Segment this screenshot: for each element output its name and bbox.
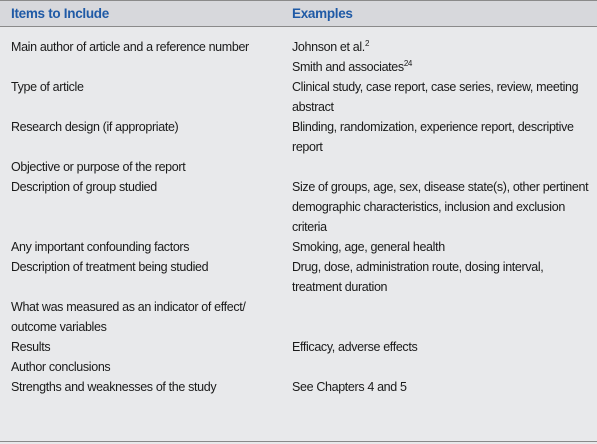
example-text: Efficacy, adverse effects [292,340,418,354]
example-text-main: Johnson et al. [292,40,365,54]
example-text: abstract [292,100,334,114]
header-items-to-include: Items to Include [11,6,109,21]
item-text [11,197,279,217]
example-text [292,317,589,337]
header-examples: Examples [292,6,353,21]
example-cell [279,377,597,397]
example-cell [279,37,597,77]
example-cell [279,337,597,357]
item-cell [0,77,279,117]
example-text: criteria [292,220,327,234]
item-text: Main author of article and a reference number [11,40,249,54]
item-cell [0,177,279,237]
example-text: Blinding, randomization, experience report, descriptive [292,120,574,134]
example-text [292,157,589,177]
example-text [292,357,589,377]
example-text [292,297,589,317]
example-cell [279,77,597,117]
reference-superscript: 2 [364,39,370,48]
item-text: What was measured as an indicator of effect/ [11,300,246,314]
example-text: Drug, dose, administration route, dosing interval, [292,260,544,274]
example-text: Clinical study, case report, case series, review, meeting [292,80,579,94]
example-text [292,37,589,57]
example-cell [279,157,597,177]
example-text: Smoking, age, general health [292,240,445,254]
example-text: treatment duration [292,280,388,294]
example-cell [279,117,597,157]
table-header [0,0,597,27]
table-row [0,117,597,157]
item-cell [0,377,279,397]
reference-superscript: 24 [403,59,413,68]
item-cell [0,357,279,377]
example-cell [279,357,597,377]
item-cell [0,157,279,177]
item-text [11,57,279,77]
item-text [11,277,279,297]
table-row [0,357,597,377]
table-row [0,337,597,357]
item-text: Strengths and weaknesses of the study [11,380,217,394]
example-text: Size of groups, age, sex, disease state(s), other pertinent [292,180,589,194]
item-text: Description of group studied [11,180,157,194]
example-text [292,57,589,77]
table-row [0,157,597,177]
item-text [11,217,279,237]
example-cell [279,177,597,237]
item-text: Research design (if appropriate) [11,120,179,134]
table-bottom-rule [0,441,597,442]
table-row [0,257,597,297]
item-text [11,137,279,157]
example-text-main: Smith and associates [292,60,404,74]
item-cell [0,337,279,357]
item-text: Objective or purpose of the report [11,160,186,174]
example-cell [279,237,597,257]
example-cell [279,297,597,337]
example-text: demographic characteristics, inclusion and exclusion [292,200,565,214]
table-body [0,27,597,397]
item-text: Description of treatment being studied [11,260,209,274]
item-text: Author conclusions [11,360,111,374]
item-cell [0,117,279,157]
item-cell [0,37,279,77]
item-text: Results [11,340,51,354]
item-cell [0,237,279,257]
table-row [0,297,597,337]
example-text: See Chapters 4 and 5 [292,380,407,394]
table-row [0,37,597,77]
item-text: Type of article [11,80,84,94]
table-row [0,77,597,117]
example-cell [279,257,597,297]
table-row [0,177,597,237]
item-text: outcome variables [11,320,107,334]
item-cell [0,297,279,337]
table-row [0,377,597,397]
item-text: Any important confounding factors [11,240,190,254]
item-cell [0,257,279,297]
table-row [0,237,597,257]
example-text: report [292,140,323,154]
item-text [11,97,279,117]
